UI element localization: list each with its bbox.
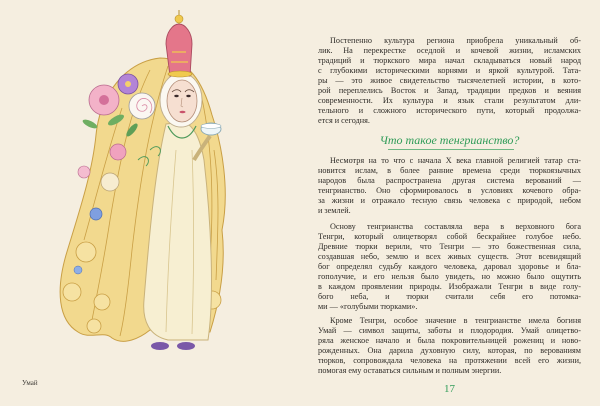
eye <box>186 95 190 97</box>
text-line: бог определял судьбу каждого человека, даровал здоровье и бла- <box>318 262 581 271</box>
crown-orb <box>175 15 183 23</box>
paragraph-3 <box>318 222 581 312</box>
text-line: Тенгри, который олицетворял собой бескрайнее голубое небо. <box>318 232 581 241</box>
text-line: гополучие, и его нельзя было увидеть, но можно было ощутить <box>318 272 581 281</box>
text-line: Древние тюрки верили, что Тенгри — это божественная сила, <box>318 242 581 251</box>
eye <box>174 95 178 97</box>
text-line: Постепенно культура региона приобрела уникальный об- <box>330 36 581 45</box>
hair-curl <box>63 283 81 301</box>
text-line: Основу тенгрианства составляла вера в верховного бога <box>330 222 581 231</box>
leaf <box>81 118 98 130</box>
text-line: с глубокими историческими корнями и яркой культурой. Тата- <box>318 66 581 75</box>
text-line: и землей. <box>318 206 351 215</box>
text-line: тельного и сложного исторического пути, который продолжа- <box>318 106 581 115</box>
text-line: Несмотря на то что с начала X века главной религией татар ста- <box>330 156 581 165</box>
crown-band <box>168 71 192 77</box>
text-line: ми — «голубыми тюрками». <box>318 302 418 311</box>
text-line: ется и сегодня. <box>318 116 370 125</box>
text-line: тюрков, сопровождала человека на протяжении всей его жизни, <box>318 356 581 365</box>
hair-curl <box>94 294 110 310</box>
feet <box>151 342 195 350</box>
pink-flower-center <box>99 95 109 105</box>
pink-flower <box>78 166 90 178</box>
text-line: народов была распространена другая система верований — <box>318 176 581 185</box>
page-number: 17 <box>444 383 455 395</box>
hair-curl <box>76 242 96 262</box>
text-line: бого неба, и тюрки считали себя его потомка- <box>318 292 581 301</box>
paragraph-2 <box>318 156 581 216</box>
cup-rim <box>201 124 221 129</box>
text-line: новится ислам, в более ранние времена среди тюркоязычных <box>318 166 581 175</box>
text-line: традиций и тюркского мира начал складываться новый народ <box>318 56 581 65</box>
text-line: Умай — символ защиты, заботы и плодородия. Умай олицетво- <box>318 326 581 335</box>
shoe <box>177 342 195 350</box>
face-skin <box>167 80 197 122</box>
pink-flower <box>110 144 126 160</box>
cream-flower <box>101 173 119 191</box>
section-heading: Что такое тенгрианство? <box>379 133 520 147</box>
blue-flower <box>74 266 82 274</box>
paragraph-1 <box>318 36 581 126</box>
crown-body <box>166 24 192 76</box>
shoe <box>151 342 169 350</box>
text-line: ряла женское начало и была покровительницей рожениц и ново- <box>318 336 581 345</box>
hair-curl <box>87 319 101 333</box>
text-line: за жизни и отражало тесную связь человека с природой, небом <box>318 196 581 205</box>
text-line: тенгрианство. Оно сформировалось в условиях кочевого обра- <box>318 186 581 195</box>
lips <box>180 111 186 114</box>
text-line: создавшая небо, землю и всех живых существ. Этот всевидящий <box>318 252 581 261</box>
text-line: рожденных. Она дарила духовную силу, которая, по верованиям <box>318 346 581 355</box>
text-line: современности. Их культура и язык стали результатом дли- <box>318 96 581 105</box>
paragraph-4 <box>318 316 581 376</box>
text-line: лик. На перекрестке оседлой и кочевой жизни, исламских <box>318 46 581 55</box>
text-line: помогая ему оставаться сильным и полным энергии. <box>318 366 502 375</box>
text-line: в каждом проявлении природы. Изображали Тенгри в виде голу- <box>318 282 581 291</box>
purple-flower-center <box>125 81 131 87</box>
crown <box>166 10 192 77</box>
blue-flower <box>90 208 102 220</box>
text-line: ры — это живое свидетельство тысячелетней истории, в кото- <box>318 76 581 85</box>
text-line: Кроме Тенгри, особое значение в тенгрианстве имела богиня <box>330 316 581 325</box>
heading-underline <box>388 149 514 150</box>
illustration-caption: Умай <box>22 379 38 387</box>
text-line: рой переплелись Восток и Запад, традиции предков и веяния <box>318 86 581 95</box>
face <box>160 73 202 127</box>
